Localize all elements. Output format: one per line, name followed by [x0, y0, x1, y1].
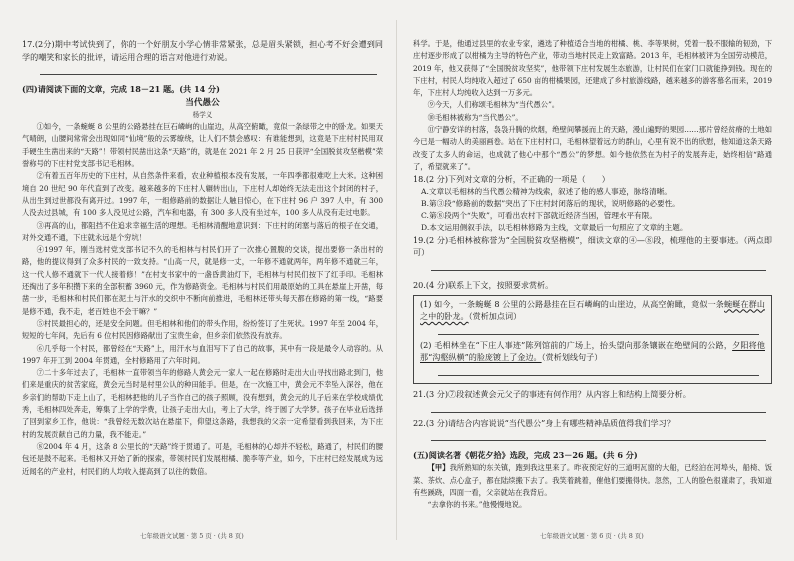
option-a[interactable]: A.文章以毛相林的当代愚公精神为线索，叙述了他的感人事迹，脉络清晰。: [421, 186, 672, 196]
section-4-heading: (四)请阅读下面的文章，完成 18－21 题。(共 14 分): [22, 84, 220, 95]
answer-line[interactable]: [40, 63, 377, 75]
answer-line[interactable]: [438, 364, 759, 376]
dotted-words: 蜿蜒在群山之中的卧龙。: [420, 298, 765, 322]
question-20-2: (2) 毛相林坐在“下庄人事迹”陈列馆前的广场上，抬头望向那条镶嵌在绝壁间的公路，夕阳将他那“沟壑纵横”的脸庞镀上了金边。（赏析划线句子）: [420, 339, 765, 363]
section-5-heading: (五)阅读名著《朝花夕拾》选段，完成 23－26 题。(共 6 分): [413, 450, 638, 461]
question-19: 19.(2 分)毛相林被称誉为“全国脱贫攻坚楷模”，细读文章的④—⑧段，梳理他的主要事迹。（两点即可）: [413, 234, 772, 258]
paragraph-7: ⑦二十多年过去了，毛相林一直带领当年的修路人黄会元一家人一起在修路时走出大山寻找出路北到门，他们来是重庆的贫苦家庭，黄会元当时是村里公认的种田能手。但是，在一次施工中，黄会元不幸坠入深谷，他在乡亲们的帮助下走上山了，毛相林把他的儿子当作自己的孩子照顾，没有想到，黄会元的儿子后来在学校成绩优秀，毛相林四处奔走，筹集了上学的学费，让孩子走出大山，考上了大学，终于圆了大学梦。孩子在毕业后选择了回到家乡工作，他说：“我曾经无数次站在悬崖下，仰望这条路，我想我的父亲一定希望看到我回来，为下庄村的发展贡献自己的力量，我不能走。”: [22, 368, 383, 439]
appreciation-box: [413, 295, 772, 384]
article-title: 当代愚公: [185, 98, 220, 109]
article-author: 杨学义: [192, 111, 213, 120]
paragraph-3: ③再高的山，都阻挡不住追求幸福生活的理想。毛相林清醒地意识到：下庄村的闭塞与落后的根子在交通，对外交通不通，下庄就永远是个穷坑！: [22, 220, 383, 242]
underlined-sentence: 夕阳将他那“沟壑纵横”的脸庞镀上了金边。: [420, 339, 765, 363]
question-18: 18.(2 分)下列对文章的分析，不正确的一项是（ ）: [413, 174, 610, 185]
paragraph-4: ④1997 年，刚当选村党支部书记不久的毛相林与村民们开了一次推心置腹的交谈，提出要修一条出村的路，他的提议得到了众多村民的一致支持。“山高一尺，就是修一丈，一年修不通就两年，两年修不通就三年，这一代人修不通就下一代人接着修！”在村支书家中的一盏昏黄油灯下，毛相林与村民们按下了红手印。毛相林还掏出了多年积攒下来的全部积蓄 3960 元，作为修路资金。毛相林与村民们用最原始的工具在悬崖上开凿，每凿一步，毛相林和村民们都在泥土与汗水的交织中不断向前推进，毛相林还带头每天都在修路的第一线，“路要是修不通，我不走，老百姓也不会干嘛？”: [22, 245, 383, 316]
answer-line[interactable]: [431, 259, 766, 271]
question-21: 21.(3 分)⑦段叙述黄会元父子的事迹有何作用？从内容上和结构上简要分析。: [413, 389, 691, 400]
option-d[interactable]: D.本文运用侧叙手法，以毛相林修路为主线，文章最后一句照应了文章的主题。: [421, 222, 688, 232]
question-20: 20.(4 分)联系上下文，按照要求赏析。: [413, 280, 554, 291]
paragraph-8: ⑧2004 年 4 月，这条 8 公里长的“天路”终于贯通了。可是，毛相林的心却并不轻松，路通了，村民们的腰包还是鼓不起来。毛相林又开始了新的探索，带领村民们发展柑橘、脆李等产业，如今，下庄村已经发展成为远近闻名的产业村，村民们的人均收入提高到了以往的数倍。: [22, 441, 383, 476]
page-footer-right: 七年级语文试题 · 第 6 页 · (共 8 页): [540, 532, 644, 540]
paragraph-1: ①如今，一条蜿蜒 8 公里的公路悬挂在巨石嶙峋的山崖边，从高空俯瞰，竟似一条绿带之中的卧龙。如果天气晴朗，山腰间常常会出现如同“仙境”般的云雾缭绕，让人们不禁会感叹：有谁能想到，这竟是下庄村村民用双手硬生生凿出来的“天路”！带领村民凿出这条“天路”的，就是在 2021 年 2 月 25 日获评“全国脱贫攻坚楷模”荣誉称号的下庄村党支部书记毛相林。: [22, 122, 383, 169]
excerpt-paragraph-2: “去拿你的书来。”他慢慢地说。: [427, 500, 527, 510]
paragraph-2: ②有着五百年历史的下庄村，从自然条件来看，农业种植根本没有发展，一年四季都很难吃上大米。这种困境自 20 世纪 90 年代直到了改变。越来越多的下庄村人辗转出山，下庄村人却始终无法走出这个封闭的村子，从出生到过世都没有离开过。1997 年，一组修路前的数据让人触目惊心，在下庄村 96 户 397 人中，有 300 人没去过县城，有 100 多人没见过公路，汽车和电器，有 300 多人没有坐过车，100 多人从没有走过电影。: [22, 171, 383, 218]
exam-page-right: [397, 0, 794, 561]
option-c[interactable]: C.第⑧段两个“失败”，可看出农村下部就近经济当困，管理水平有限。: [421, 210, 657, 220]
answer-line[interactable]: [431, 429, 766, 441]
paragraph-10: ⑩毛相林被称为“当代愚公”。: [427, 112, 523, 122]
paragraph-5: ⑤村民最担心的，还是安全问题。但毛相林和他们的带头作用，纷纷签订了生死状。1997 年至 2004 年，短短的七年间，先后有 6 位村民因修路献出了宝贵生命，但乡亲们依然没有放弃。: [22, 318, 383, 341]
paragraph-11: ⑪宁静安详的村落，袅袅升腾的炊烟，绝壁间攀援而上的天路，漫山遍野的果园……那片曾经贫瘠的土地如今已是一幅动人的美丽画卷。站在下庄村村口，毛相林望着远方的群山，心里有说不出的欣慰，他知道这条天路改变了太多人的命运，也成就了他心中那个“愚公”的梦想。如今他依然在为村子的发展奔走，始终相信“路通了，希望就来了”。: [413, 125, 772, 171]
excerpt-label-jia: 【甲】: [427, 463, 450, 473]
question-17: 17.(2分)期中考试快到了，你的一个好朋友小学心情非常紧张，总是眉头紧锁，担心考不好会遭到同学的嘲笑和家长的批评，请运用合理的语言对他进行劝说。: [22, 39, 383, 62]
option-b[interactable]: B.第③段“修路前的数据”突出了下庄村封闭落后的现状，说明修路的必要性。: [421, 198, 680, 208]
question-20-1: (1) 如今，一条蜿蜒 8 公里的公路悬挂在巨石嶙峋的山崖边，从高空俯瞰，竟似一条蜿蜒在群山之中的卧龙。（赏析加点词）: [420, 298, 765, 322]
paragraph-6: ⑥几乎每一个村民，都曾经在“天路”上，用汗水与血泪写下了自己的故事，其中有一段是最令人动容的。从 1997 年开工到 2004 年贯通，全村修路用了六年时间。: [22, 343, 383, 365]
paragraph-9: ⑨今天，人们称颂毛相林为“当代愚公”。: [427, 100, 560, 110]
excerpt-paragraph-1: 【甲】我所熟知的东关镇，跑到我这里来了。昨夜预定好的三道明瓦窗的大船，已经泊在河埠头，船椅、饭菜、茶炊、点心盒子，都在陆续搬下去了。我笑着跳着，催他们要搬得快。忽然，工人的脸色很谨肃了，我知道有些蹊跷，四面一看，父亲就站在我背后。: [413, 463, 773, 497]
question-22: 22.(3 分)请结合内容说说“当代愚公”身上有哪些精神品质值得我们学习？: [413, 417, 675, 428]
answer-line[interactable]: [431, 401, 766, 413]
page-footer-left: 七年级语文试题 · 第 5 页 · (共 8 页): [140, 532, 244, 540]
paragraph-8-continued: 科学。于是，他通过县里的农业专家，遴选了种植适合当地的柑橘、桃、李等果树，凭着一股不服输的韧劲，下庄村逐步形成了以柑橘为主导的特色产业，带动当地村民走上致富路。2013 年，毛相林被评为全国劳动模范，2019 年，他又获得了“全国脱贫攻坚奖”，他带领下庄村发展生态旅游，让村民们在家门口就能挣到钱。现在的下庄村，村民人均纯收入超过了 650 亩的柑橘果园，还建成了乡村旅游线路，越来越多的游客慕名而来，2019 年，下庄村人均纯收入达到一万多元。: [413, 39, 772, 98]
answer-line[interactable]: [438, 323, 759, 335]
